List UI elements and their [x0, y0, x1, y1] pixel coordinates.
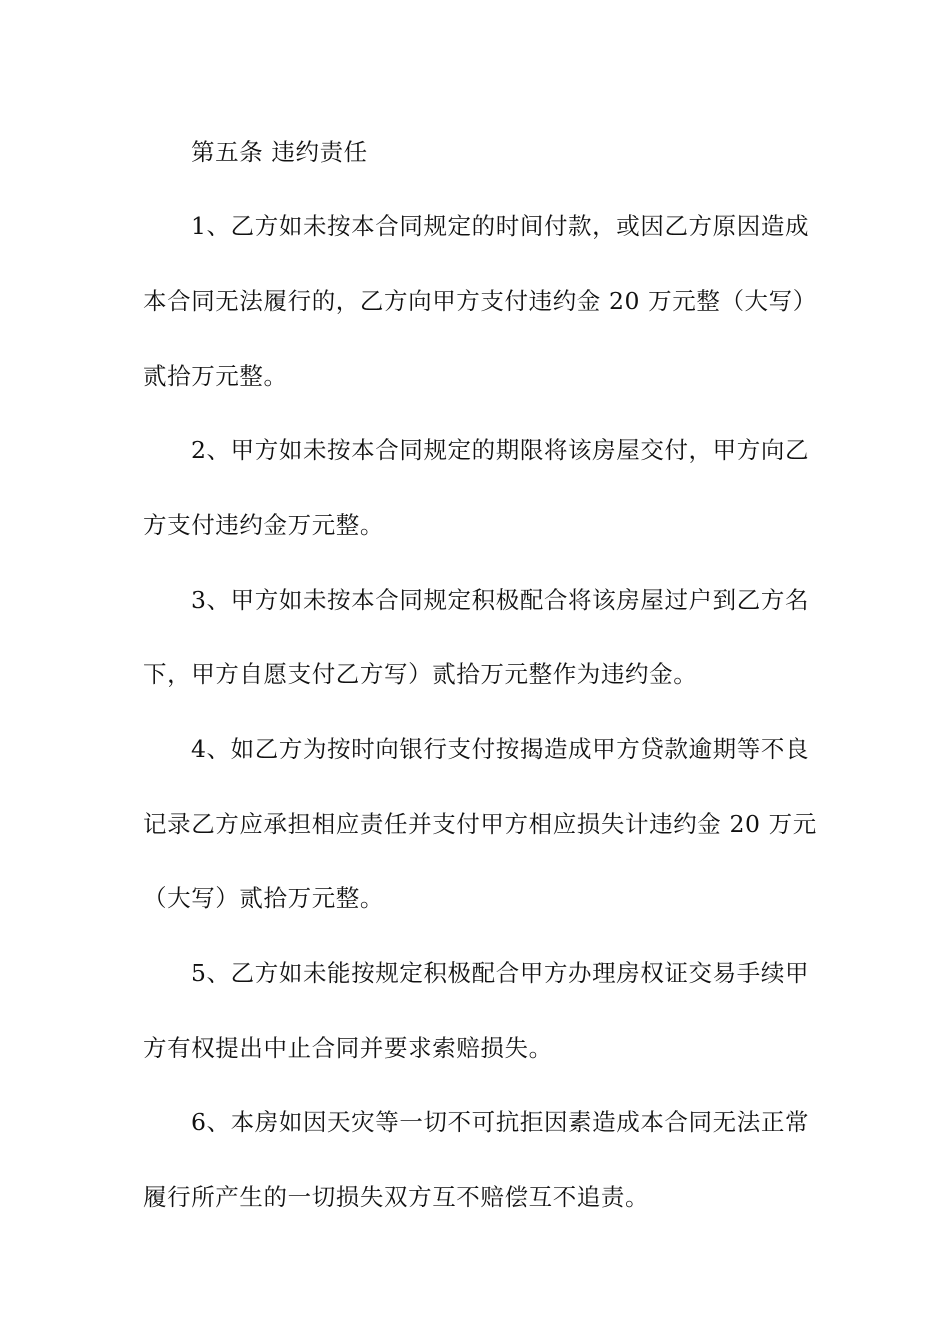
clause-4-line-1: 4、如乙方为按时向银行支付按揭造成甲方贷款逾期等不良 [191, 735, 810, 763]
section-heading: 第五条 违约责任 [191, 138, 368, 166]
clause-1-line-3: 贰拾万元整。 [143, 362, 288, 390]
clause-6-line-1: 6、本房如因天灾等一切不可抗拒因素造成本合同无法正常 [191, 1108, 810, 1136]
clause-5-line-1: 5、乙方如未能按规定积极配合甲方办理房权证交易手续甲 [191, 959, 810, 987]
clause-3-line-1: 3、甲方如未按本合同规定积极配合将该房屋过户到乙方名 [191, 586, 810, 614]
clause-1-line-1: 1、乙方如未按本合同规定的时间付款，或因乙方原因造成 [191, 212, 810, 240]
clause-2-line-2: 方支付违约金万元整。 [143, 511, 384, 539]
clause-6-line-2: 履行所产生的一切损失双方互不赔偿互不追责。 [143, 1183, 650, 1211]
clause-3-line-2: 下，甲方自愿支付乙方写）贰拾万元整作为违约金。 [143, 660, 698, 688]
clause-4-line-2: 记录乙方应承担相应责任并支付甲方相应损失计违约金 20 万元 [143, 810, 817, 838]
clause-2-line-1: 2、甲方如未按本合同规定的期限将该房屋交付，甲方向乙 [191, 436, 810, 464]
clause-5-line-2: 方有权提出中止合同并要求索赔损失。 [143, 1034, 553, 1062]
clause-4-line-3: （大写）贰拾万元整。 [143, 884, 384, 912]
clause-1-line-2: 本合同无法履行的，乙方向甲方支付违约金 20 万元整（大写） [143, 287, 817, 315]
